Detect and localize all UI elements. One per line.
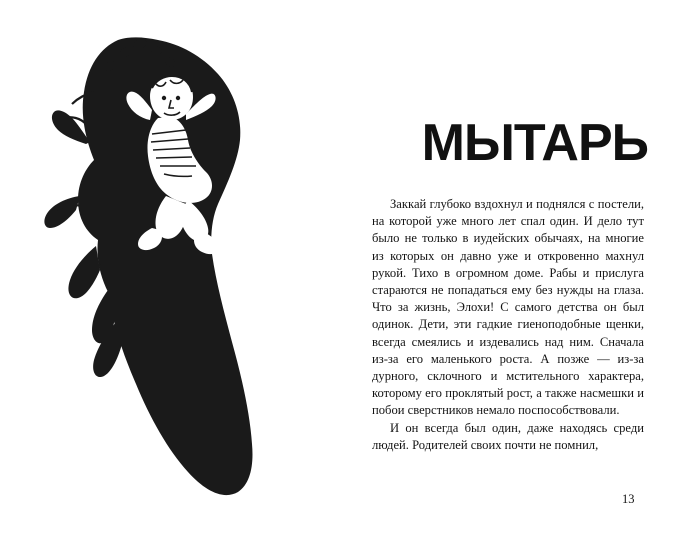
paragraph-1: Заккай глубоко вздохнул и поднялся с постели, на которой уже много лет спал один. И дело тут было не только в иудейских обычаях, на многие из которых он давно уже и откровенно махнул рукой. Тихо в огромном доме. Рабы и прислуга стараются не попадаться ему без нужды на глаза. Что за жизнь, Элохи! С самого детства он был одинок. Дети, эти гадкие гиеноподобные щенки, всегда смеялись и издевались над ним. Сначала из-за его маленького роста. А позже — из-за дурного, склочного и мстительного характера, которому его проклятый рост, а также насмешки и побои сверстников немало поспособствовали. <box>372 197 644 418</box>
illustration-silhouette <box>0 0 341 540</box>
paragraph-2: И он всегда был один, даже находясь среди людей. Родителей своих почти не помнил, <box>372 420 644 452</box>
chapter-title <box>380 112 648 172</box>
text-column <box>370 0 648 540</box>
chapter-title-lettering <box>380 112 648 172</box>
page-number: 13 <box>622 492 635 506</box>
body-text <box>372 196 644 454</box>
chapter-title-text: МЫТАРЬ <box>421 114 648 172</box>
